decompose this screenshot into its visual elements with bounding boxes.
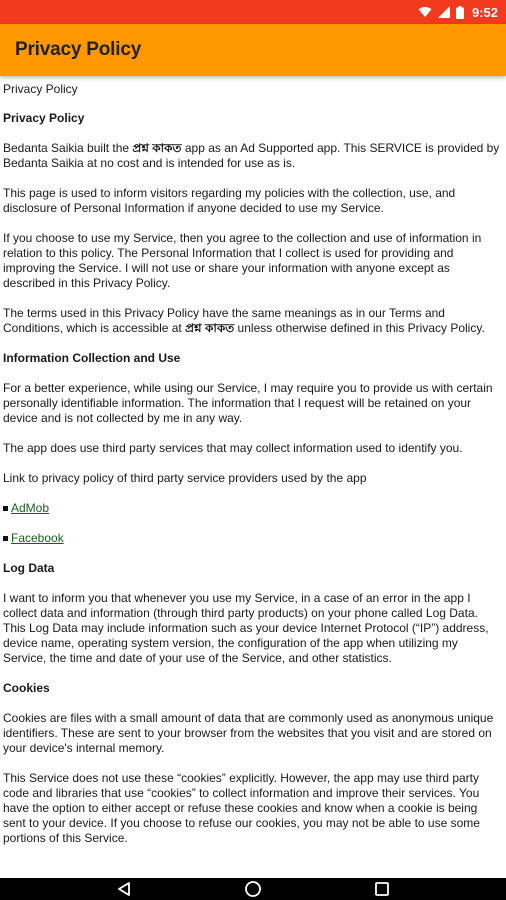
heading-privacy-policy: Privacy Policy: [3, 111, 85, 125]
paragraph-third-party: The app does use third party services that may collect information used to identify you.: [3, 441, 463, 455]
signal-icon: [438, 6, 450, 18]
navigation-bar: [0, 878, 506, 900]
app-name-terms: প্ৰশ্ন কাকত: [185, 321, 235, 335]
back-icon[interactable]: [112, 878, 136, 900]
paragraph-intro: [3, 141, 502, 171]
recents-icon[interactable]: [370, 878, 394, 900]
paragraph-cookies-definition: Cookies are files with a small amount of data that are commonly used as anonymous unique identifiers. These are sent to your browser from the websites that you visit and are stored on your device's internal memory.: [3, 711, 494, 755]
page-title: Privacy Policy: [15, 39, 142, 60]
paragraph-log-data: I want to inform you that whenever you use my Service, in a case of an error in the app I collect data and information (through third party products) on your phone called Log Data. This Log Data may include information such as your device Internet Protocol (“IP”) address, device name, operating system version, the configuration of the app when utilizing my Service, the time and date of your use of the Service, and other statistics.: [3, 591, 489, 665]
paragraph-links-intro: Link to privacy policy of third party service providers used by the app: [3, 471, 367, 485]
wifi-icon: [418, 6, 432, 18]
paragraph-agreement: If you choose to use my Service, then you agree to the collection and use of information in relation to this policy. The Personal Information that I collect is used for providing and improving the Service. I will not use or share your information with anyone except as described in this Privacy Policy.: [3, 231, 482, 290]
policy-content[interactable]: [0, 76, 506, 878]
p4-text-b: unless otherwise defined in this Privacy Policy.: [234, 321, 485, 335]
bullet-icon: [3, 506, 8, 511]
status-bar: [0, 0, 506, 24]
p1-text-a: Bedanta Saikia built the: [3, 141, 133, 155]
battery-icon: [456, 6, 464, 19]
admob-link[interactable]: AdMob: [11, 501, 50, 515]
paragraph-cookies-usage: This Service does not use these “cookies” explicitly. However, the app may use third party code and libraries that use “cookies” to collect information and improve their services. You have the option to either accept or refuse these cookies and know when a cookie is being sent to your device. If you choose to refuse our cookies, you may not be able to use some portions of this Service.: [3, 771, 480, 845]
app-name: প্ৰশ্ন কাকত: [132, 141, 182, 155]
paragraph-visitors: This page is used to inform visitors regarding my policies with the collection, use, and disclosure of Personal Information if anyone decided to use my Service.: [3, 186, 456, 215]
list-item-facebook: [3, 531, 502, 546]
paragraph-terms: [3, 306, 502, 336]
p1-text-b: app as an Ad Supported app. This SERVICE is provided by Bedanta Saikia at no cost and is intended for use as is.: [3, 141, 500, 170]
home-icon[interactable]: [241, 878, 265, 900]
app-bar: [0, 24, 506, 76]
paragraph-experience: For a better experience, while using our Service, I may require you to provide us with certain personally identifiable information. The information that I request will be retained on your device and is not collected by me in any way.: [3, 381, 493, 425]
intro-line: Privacy Policy: [3, 82, 78, 96]
list-item-admob: [3, 501, 502, 516]
heading-log-data: Log Data: [3, 561, 55, 575]
status-time: 9:52: [471, 4, 498, 20]
p4-text-a: The terms used in this Privacy Policy have the same meanings as in our Terms and Conditions, which is accessible at: [3, 306, 445, 335]
heading-cookies: Cookies: [3, 681, 50, 695]
facebook-link[interactable]: Facebook: [11, 531, 64, 545]
bullet-icon: [3, 536, 8, 541]
heading-information-collection: Information Collection and Use: [3, 351, 181, 365]
